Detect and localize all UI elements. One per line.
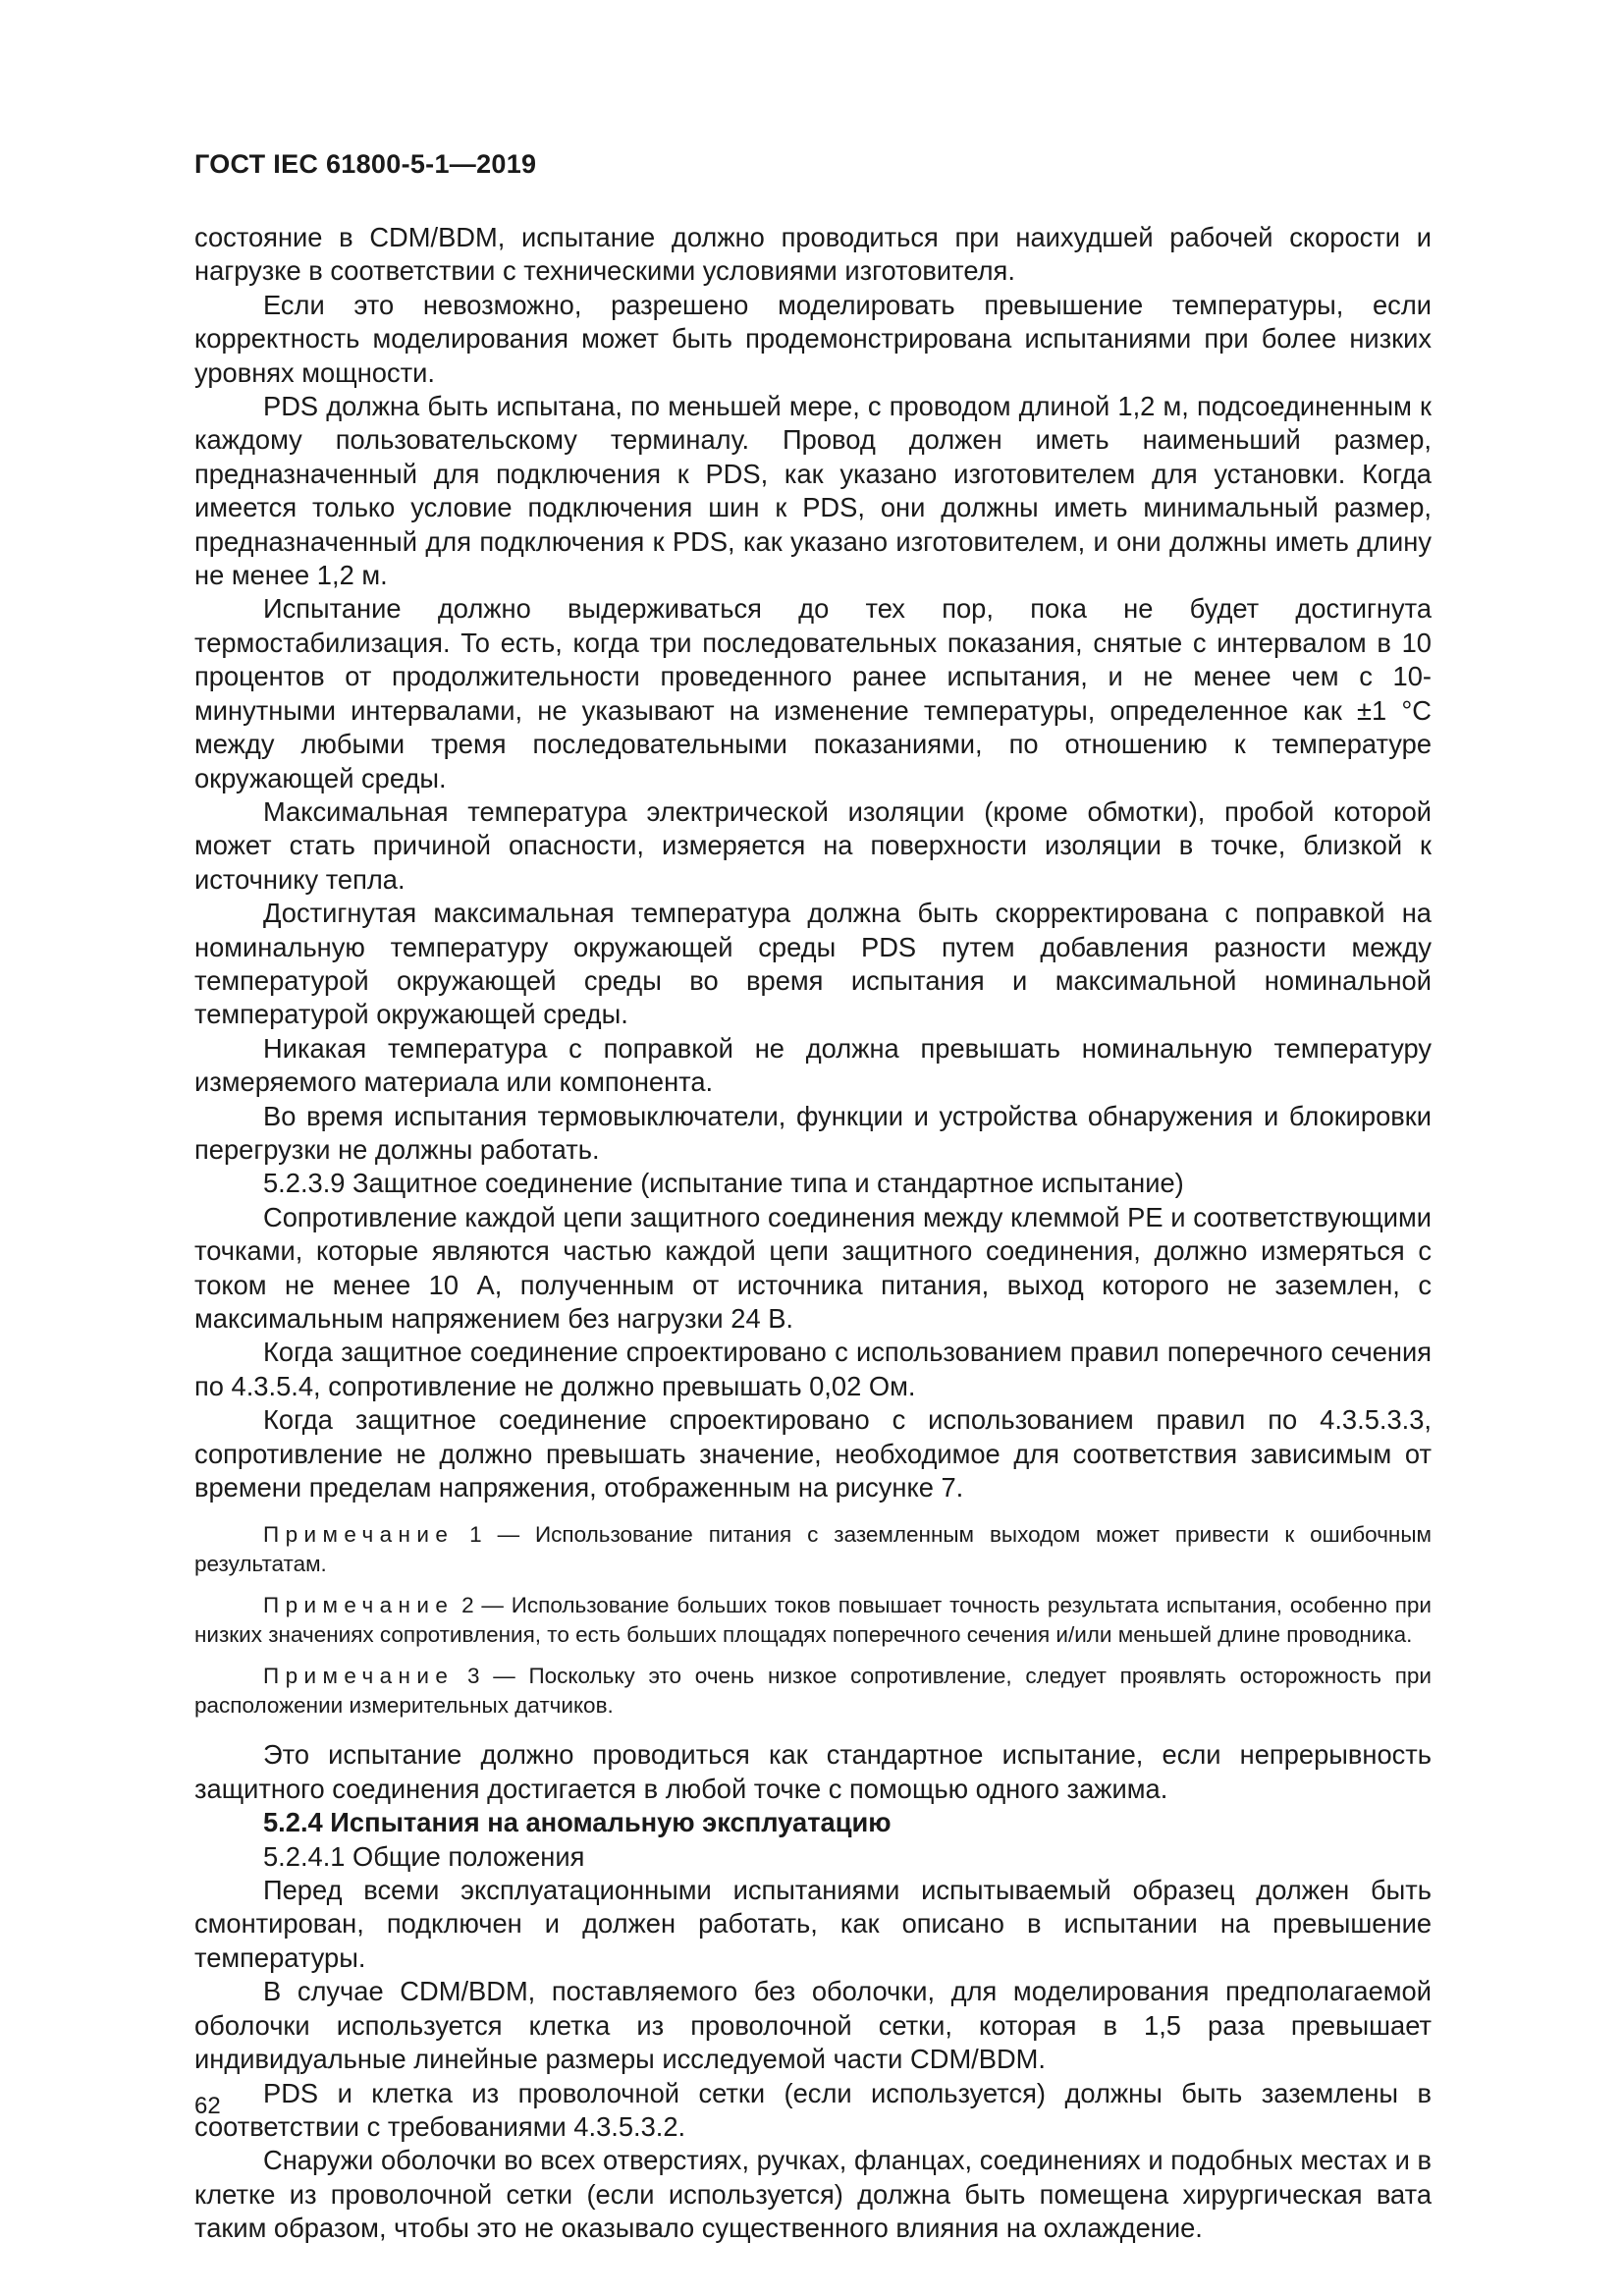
body-paragraph: Перед всеми эксплуатационными испытаниями испытываемый образец должен быть смонтирован, подключен и должен работать, как описано в испытании на превышение температуры. xyxy=(194,1875,1432,1973)
document-header: ГОСТ IEC 61800-5-1—2019 xyxy=(194,149,537,179)
body-paragraph: Никакая температура с поправкой не должна превышать номинальную температуру измеряемого материала или компонента. xyxy=(194,1032,1432,1098)
note-paragraph xyxy=(194,1662,1432,1721)
body-paragraph: Когда защитное соединение спроектировано с использованием правил по 4.3.5.3.3, сопротивление не должно превышать значение, необходимое для соответствия зависимым от времени пределам напряжения, отображенным на рисунке 7. xyxy=(194,1404,1432,1503)
document-body xyxy=(194,221,1432,2246)
body-paragraph: Снаружи оболочки во всех отверстиях, ручках, фланцах, соединениях и подобных местах и в клетке из проволочной сетки (если используется) должна быть помещена хирургическая вата таким образом, чтобы это не оказывало существенного влияния на охлаждение. xyxy=(194,2145,1432,2244)
body-paragraph: Если это невозможно, разрешено моделировать превышение температуры, если корректность моделирования может быть продемонстрирована испытаниями при более низких уровнях мощности. xyxy=(194,289,1432,388)
body-paragraph: Сопротивление каждой цепи защитного соединения между клеммой PE и соответствующими точками, которые являются частью каждой цепи защитного соединения, должно измеряться с током не менее 10 А, полученным от источника питания, выход которого не заземлен, с максимальным напряжением без нагрузки 24 В. xyxy=(194,1201,1432,1334)
body-paragraph: Когда защитное соединение спроектировано с использованием правил поперечного сечения по 4.3.5.4, сопротивление не должно превышать 0,02 Ом. xyxy=(194,1337,1432,1401)
body-section-main xyxy=(194,221,1432,1504)
note-paragraph xyxy=(194,1591,1432,1650)
page-number: 62 xyxy=(194,2093,221,2119)
body-paragraph: 5.2.4.1 Общие положения xyxy=(263,1840,585,1872)
body-section-abnormal-operation xyxy=(194,1738,1432,2245)
body-paragraph: PDS и клетка из проволочной сетки (если используется) должны быть заземлены в соответствии с требованиями 4.3.5.3.2. xyxy=(194,2077,1432,2142)
body-paragraph: 5.2.3.9 Защитное соединение (испытание типа и стандартное испытание) xyxy=(263,1168,1184,1199)
note-label: Примечание xyxy=(263,1593,455,1618)
body-paragraph: В случае CDM/BDM, поставляемого без оболочки, для моделирования предполагаемой оболочки используется клетка из проволочной сетки, которая в 1,5 раза превышает индивидуальные линейные размеры исследуемой части CDM/BDM. xyxy=(194,1976,1432,2075)
note-text: 2 — Использование больших токов повышает точность результата испытания, особенно при низких значениях сопротивления, то есть больших площадях поперечного сечения и/или меньшей длине проводника. xyxy=(194,1593,1432,1648)
note-text: 3 — Поскольку это очень низкое сопротивление, следует проявлять осторожность при расположении измерительных датчиков. xyxy=(194,1664,1432,1719)
body-paragraph: состояние в CDM/BDM, испытание должно проводиться при наихудшей рабочей скорости и нагрузке в соответствии с техническими условиями изготовителя. xyxy=(194,222,1432,287)
note-paragraph xyxy=(194,1520,1432,1579)
section-heading: 5.2.4 Испытания на аномальную эксплуатацию xyxy=(263,1807,892,1838)
notes-block xyxy=(194,1520,1432,1721)
body-paragraph: Достигнутая максимальная температура должна быть скорректирована с поправкой на номинальную температуру окружающей среды PDS путем добавления разности между температурой окружающей среды во время испытания и максимальной номинальной температурой окружающей среды. xyxy=(194,898,1432,1030)
note-label: Примечание xyxy=(263,1664,455,1689)
note-label: Примечание xyxy=(263,1522,455,1548)
body-paragraph: Максимальная температура электрической изоляции (кроме обмотки), пробой которой может стать причиной опасности, измеряется на поверхности изоляции в точке, близкой к источнику тепла. xyxy=(194,795,1432,895)
body-paragraph: Испытание должно выдерживаться до тех пор, пока не будет достигнута термостабилизация. То есть, когда три последовательных показания, снятые с интервалом в 10 процентов от продолжительности проведенного ранее испытания, и не менее чем с 10-минутными интервалами, не указывают на изменение температуры, определенное как ±1 °С между любыми тремя последовательными показаниями, по отношению к температуре окружающей среды. xyxy=(194,593,1432,793)
body-paragraph: Во время испытания термовыключатели, функции и устройства обнаружения и блокировки перегрузки не должны работать. xyxy=(194,1100,1432,1165)
body-paragraph: Это испытание должно проводиться как стандартное испытание, если непрерывность защитного соединения достигается в любой точке с помощью одного зажима. xyxy=(194,1739,1432,1804)
note-text: 1 — Использование питания с заземленным выходом может привести к ошибочным результатам. xyxy=(194,1522,1432,1577)
body-paragraph: PDS должна быть испытана, по меньшей мере, с проводом длиной 1,2 м, подсоединенным к каждому пользовательскому терминалу. Провод должен иметь наименьший размер, предназначенный для подключения к PDS, как указано изготовителем для установки. Когда имеется только условие подключения шин к PDS, они должны иметь минимальный размер, предназначенный для подключения к PDS, как указано изготовителем, и они должны иметь длину не менее 1,2 м. xyxy=(194,391,1432,591)
